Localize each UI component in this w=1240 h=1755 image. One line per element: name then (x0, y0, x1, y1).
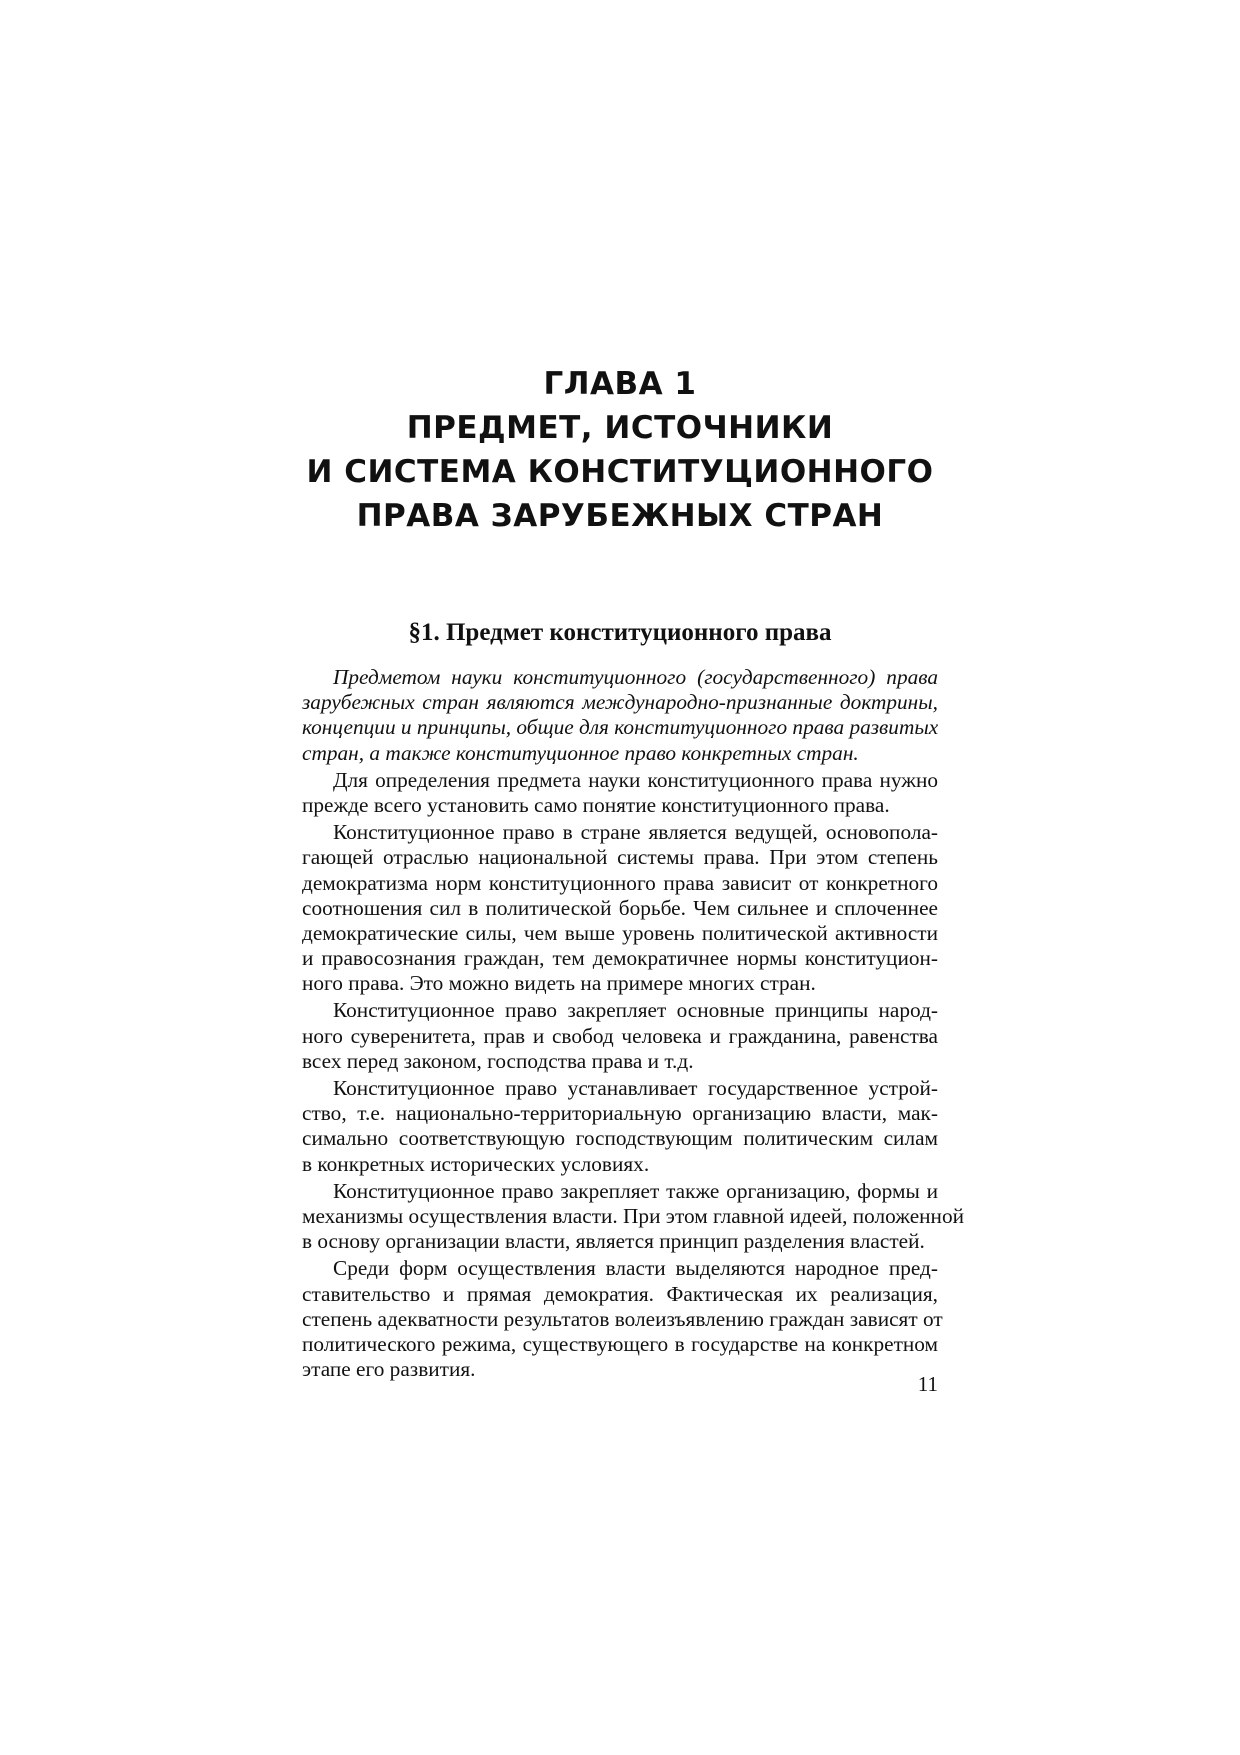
text-line: демократизма норм конституционного права зависит от конкретного (302, 870, 938, 895)
text-line: прежде всего установить само понятие конституционного права. (302, 792, 890, 817)
paragraph (302, 768, 938, 818)
text-line: ного суверенитета, прав и свобод человека и гражданина, равенства (302, 1023, 938, 1048)
text-line: Предметом науки конституционного (государственного) права (333, 665, 938, 689)
text-line: демократические силы, чем выше уровень политической активности (302, 920, 938, 945)
text-line: ство, т.е. национально-территориальную организацию власти, мак- (302, 1101, 938, 1126)
text-line: Конституционное право закрепляет основные принципы народ- (333, 998, 938, 1023)
text-line: ставительство и прямая демократия. Фактическая их реализация, (302, 1281, 938, 1306)
text-line: и правосознания граждан, тем демократичнее нормы конституцион- (302, 946, 938, 971)
text-line: Среди форм осуществления власти выделяются народное пред- (333, 1256, 938, 1281)
paragraph (302, 998, 938, 1074)
text-line: симально соответствующую господствующим политическим силам (302, 1126, 938, 1151)
text-line: стран, а также конституционное право конкретных стран. (302, 740, 859, 765)
chapter-title-line: ПРЕДМЕТ, ИСТОЧНИКИ (406, 410, 834, 446)
text-line: Конституционное право в стране является ведущей, основопола- (333, 820, 938, 845)
text-line: механизмы осуществления власти. При этом главной идеей, положенной (302, 1203, 964, 1228)
chapter-title-line: ПРАВА ЗАРУБЕЖНЫХ СТРАН (356, 498, 884, 534)
chapter-heading (0, 362, 1240, 538)
page-number: 11 (917, 1372, 938, 1396)
text-line: в конкретных исторических условиях. (302, 1151, 650, 1176)
text-line: Конституционное право устанавливает государственное устрой- (333, 1076, 938, 1100)
text-line: этапе его развития. (302, 1357, 476, 1382)
text-line: всех перед законом, господства права и т.д. (302, 1048, 694, 1073)
paragraph (302, 1178, 964, 1255)
text-line: ного права. Это можно видеть на примере многих стран. (302, 971, 816, 996)
text-line: степень адекватности результатов волеизъявлению граждан зависят от (302, 1306, 943, 1331)
body-text (302, 665, 964, 1382)
lead-paragraph (302, 665, 938, 766)
paragraph (302, 1256, 943, 1382)
text-line: гающей отраслью национальной системы права. При этом степень (302, 845, 938, 870)
paragraph (302, 820, 938, 996)
text-line: соотношения сил в политической борьбе. Чем сильнее и сплоченнее (302, 895, 938, 920)
text-line: в основу организации власти, является принцип разделения властей. (302, 1229, 925, 1254)
paragraph (302, 1076, 938, 1177)
text-line: зарубежных стран являются международно-признанные доктрины, (302, 690, 938, 715)
section-title: §1. Предмет конституционного права (408, 619, 832, 646)
text-line: Конституционное право закрепляет также организацию, формы и (333, 1178, 938, 1203)
text-line: концепции и принципы, общие для конституционного права развитых (302, 715, 939, 740)
chapter-title-line: И СИСТЕМА КОНСТИТУЦИОННОГО (306, 454, 934, 490)
text-line: политического режима, существующего в государстве на конкретном (302, 1331, 938, 1356)
chapter-number: ГЛАВА 1 (543, 366, 697, 402)
text-line: Для определения предмета науки конституционного права нужно (333, 767, 938, 792)
